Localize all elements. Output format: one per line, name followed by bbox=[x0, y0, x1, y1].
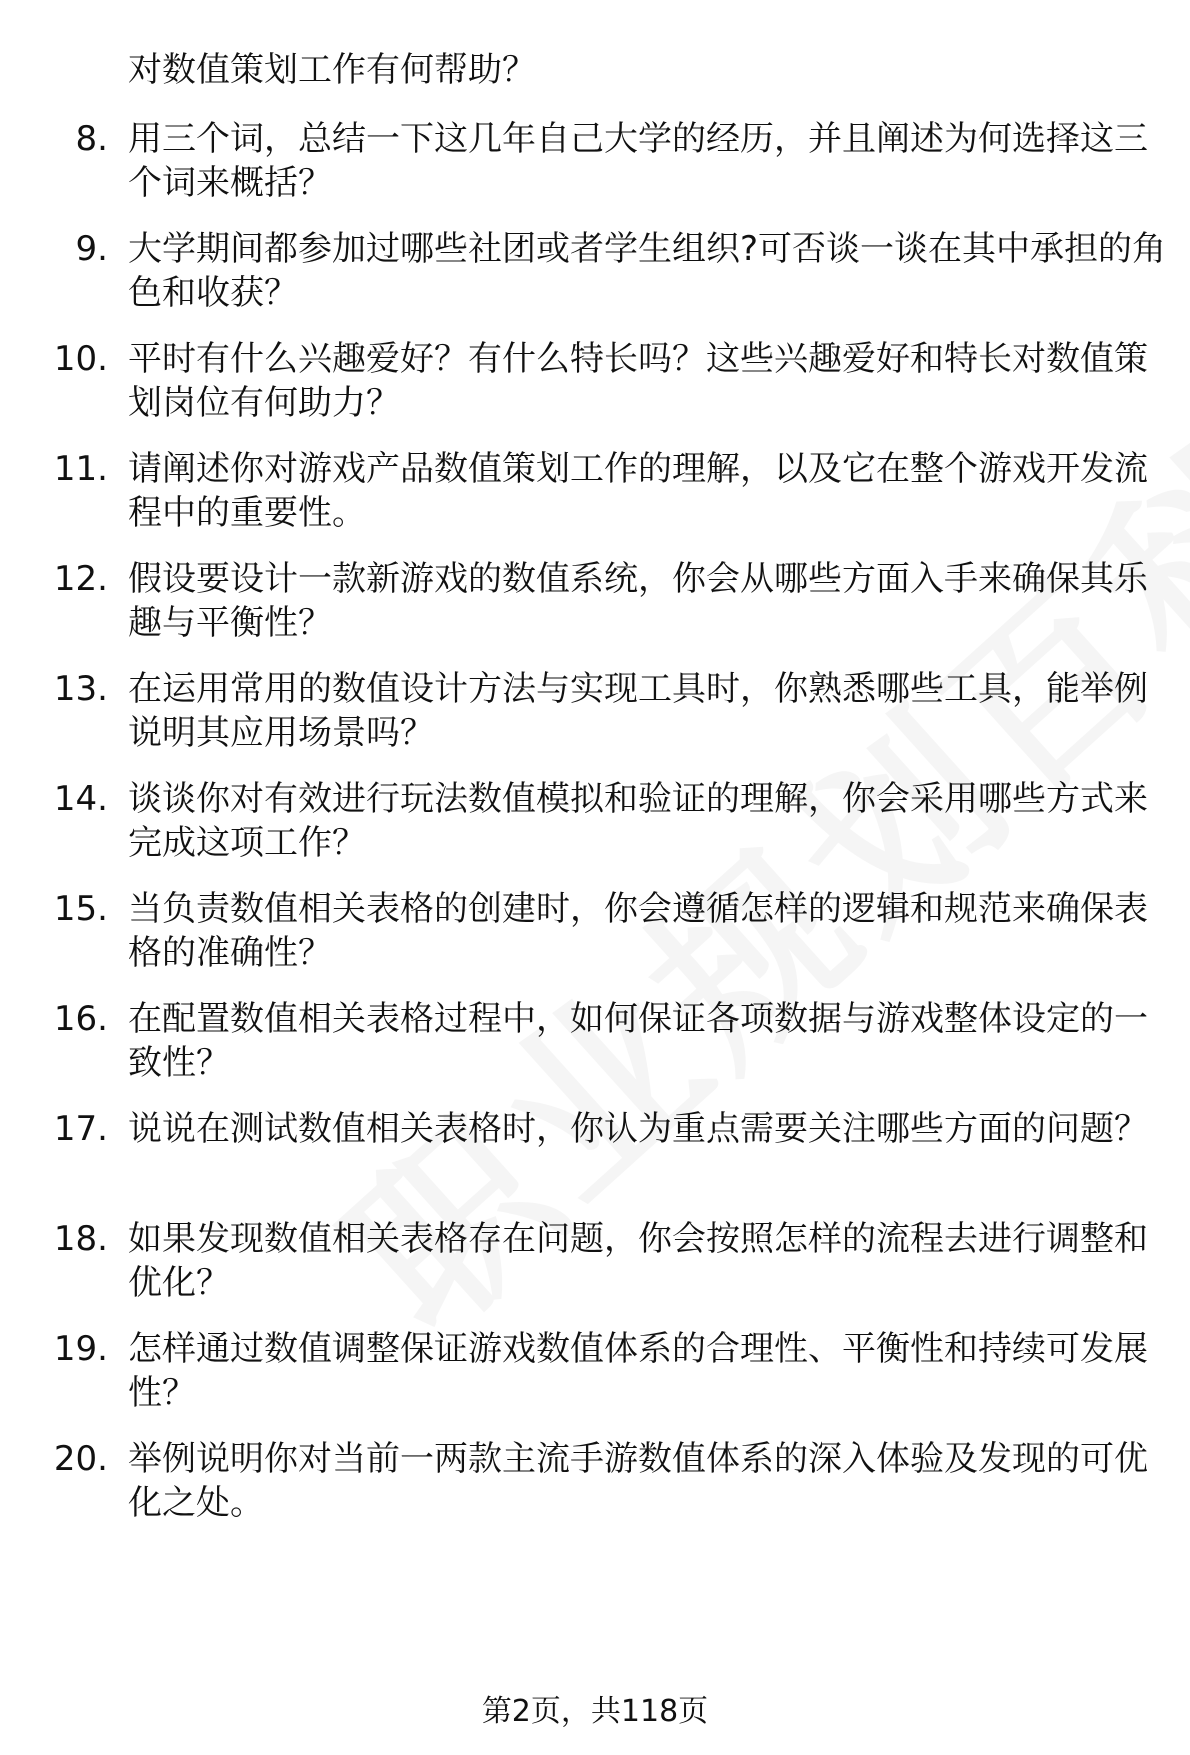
question-text: 举例说明你对当前一两款主流手游数值体系的深入体验及发现的可优化之处。 bbox=[128, 1439, 1148, 1523]
question-text: 假设要设计一款新游戏的数值系统，你会从哪些方面入手来确保其乐趣与平衡性？ bbox=[128, 559, 1148, 643]
question-text: 对数值策划工作有何帮助？ bbox=[128, 50, 536, 90]
question-number: 10. bbox=[53, 339, 108, 379]
question-text: 当负责数值相关表格的创建时，你会遵循怎样的逻辑和规范来确保表格的准确性？ bbox=[128, 889, 1148, 973]
question-text: 说说在测试数值相关表格时，你认为重点需要关注哪些方面的问题？ bbox=[128, 1109, 1148, 1149]
question-text: 在配置数值相关表格过程中，如何保证各项数据与游戏整体设定的一致性？ bbox=[128, 999, 1148, 1083]
question-text: 用三个词，总结一下这几年自己大学的经历，并且阐述为何选择这三个词来概括？ bbox=[128, 119, 1148, 203]
question-number: 12. bbox=[53, 559, 108, 599]
question-number: 9. bbox=[75, 229, 108, 269]
question-text: 谈谈你对有效进行玩法数值模拟和验证的理解，你会采用哪些方式来完成这项工作？ bbox=[128, 779, 1148, 863]
question-number: 16. bbox=[53, 999, 108, 1039]
question-number: 20. bbox=[53, 1439, 108, 1479]
page-footer: 第2页，共118页 bbox=[481, 1694, 709, 1729]
question-number: 13. bbox=[53, 669, 108, 709]
question-text: 平时有什么兴趣爱好？有什么特长吗？这些兴趣爱好和特长对数值策划岗位有何助力？ bbox=[128, 339, 1148, 423]
question-number: 19. bbox=[53, 1329, 108, 1369]
question-text: 在运用常用的数值设计方法与实现工具时，你熟悉哪些工具，能举例说明其应用场景吗？ bbox=[128, 669, 1148, 753]
question-number: 15. bbox=[53, 889, 108, 929]
question-number: 14. bbox=[53, 779, 108, 819]
question-text: 如果发现数值相关表格存在问题，你会按照怎样的流程去进行调整和优化？ bbox=[128, 1219, 1148, 1303]
question-text: 怎样通过数值调整保证游戏数值体系的合理性、平衡性和持续可发展性？ bbox=[128, 1329, 1148, 1413]
question-number: 8. bbox=[75, 119, 108, 159]
question-text: 请阐述你对游戏产品数值策划工作的理解，以及它在整个游戏开发流程中的重要性。 bbox=[128, 449, 1148, 533]
question-number: 17. bbox=[53, 1109, 108, 1149]
question-text: 大学期间都参加过哪些社团或者学生组织?可否谈一谈在其中承担的角色和收获？ bbox=[128, 229, 1167, 313]
question-number: 18. bbox=[53, 1219, 108, 1259]
question-number: 11. bbox=[53, 449, 108, 489]
